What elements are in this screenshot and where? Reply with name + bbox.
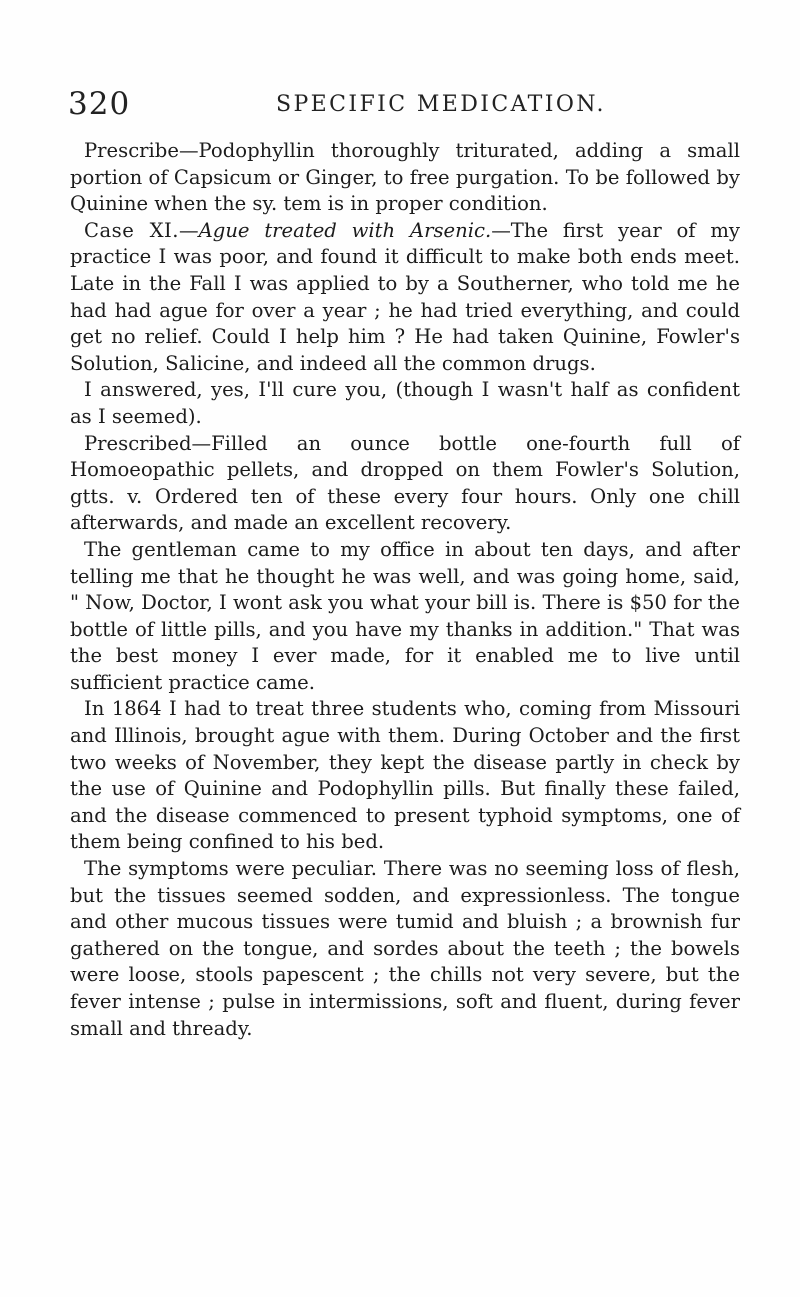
case-label: Case XI. — [84, 218, 180, 242]
paragraph-symptoms: The symptoms were peculiar. There was no seeming loss of flesh, but the tissues seemed sodden, and expressionless. The tongue and other mucous tissues were tumid and bluish ; a brownish fur gathered on the tongue, and sordes about the teeth ; the bowels were loose, stools papescent ; the chills not very severe, but the fever intense ; pulse in intermissions, soft and fluent, during fever small and thready. — [70, 857, 740, 1040]
paragraph-gentleman: The gentleman came to my office in about ten days, and after telling me that he thought he was well, and was going home, said, " Now, Doctor, I wont ask you what your bill is. There is $50 for the bottle of little pills, and you have my thanks in addition." That was the best money I ever made, for it enabled me to live until sufficient practice came. — [70, 537, 740, 694]
paragraph-students: In 1864 I had to treat three students who, coming from Missouri and Illinois, brought ague with them. During October and the first two weeks of November, they kept the disease partly in check by the use of Quinine and Podophyllin pills. But finally these failed, and the disease commenced to present typhoid symptoms, one of them being confined to his bed. — [70, 697, 740, 854]
case-dash: — — [179, 218, 199, 242]
case-text: —The first year of my practice I was poor, and found it difficult to make both ends meet. Late in the Fall I was applied to by a Southerner, who told me he had had ague for over a year ; he had tried everything, and could get no relief. Could I help him ? He had taken Quinine, Fowler's Solution, Salicine, and indeed all the common drugs. — [70, 218, 740, 375]
paragraph-prescribed: Prescribed—Filled an ounce bottle one-fourth full of Homoeopathic pellets, and dropped on them Fowler's Solution, gtts. v. Ordered ten of these every four hours. Only one chill afterwards, and made an excellent recovery. — [70, 431, 740, 535]
page-number: 320 — [68, 86, 131, 122]
case-title: Ague treated with Arsenic. — [198, 218, 492, 242]
paragraph-answer: I answered, yes, I'll cure you, (though I wasn't half as confident as I seemed). — [70, 378, 740, 428]
paragraph-case-xi — [70, 218, 740, 378]
page-header — [0, 84, 800, 124]
body-text — [70, 138, 740, 1042]
paragraph-prescription: Prescribe—Podophyllin thoroughly triturated, adding a small portion of Capsicum or Ginger, to free purgation. To be followed by Quinine when the sy. tem is in proper condition. — [70, 139, 740, 216]
running-head: SPECIFIC MEDICATION. — [276, 92, 606, 117]
